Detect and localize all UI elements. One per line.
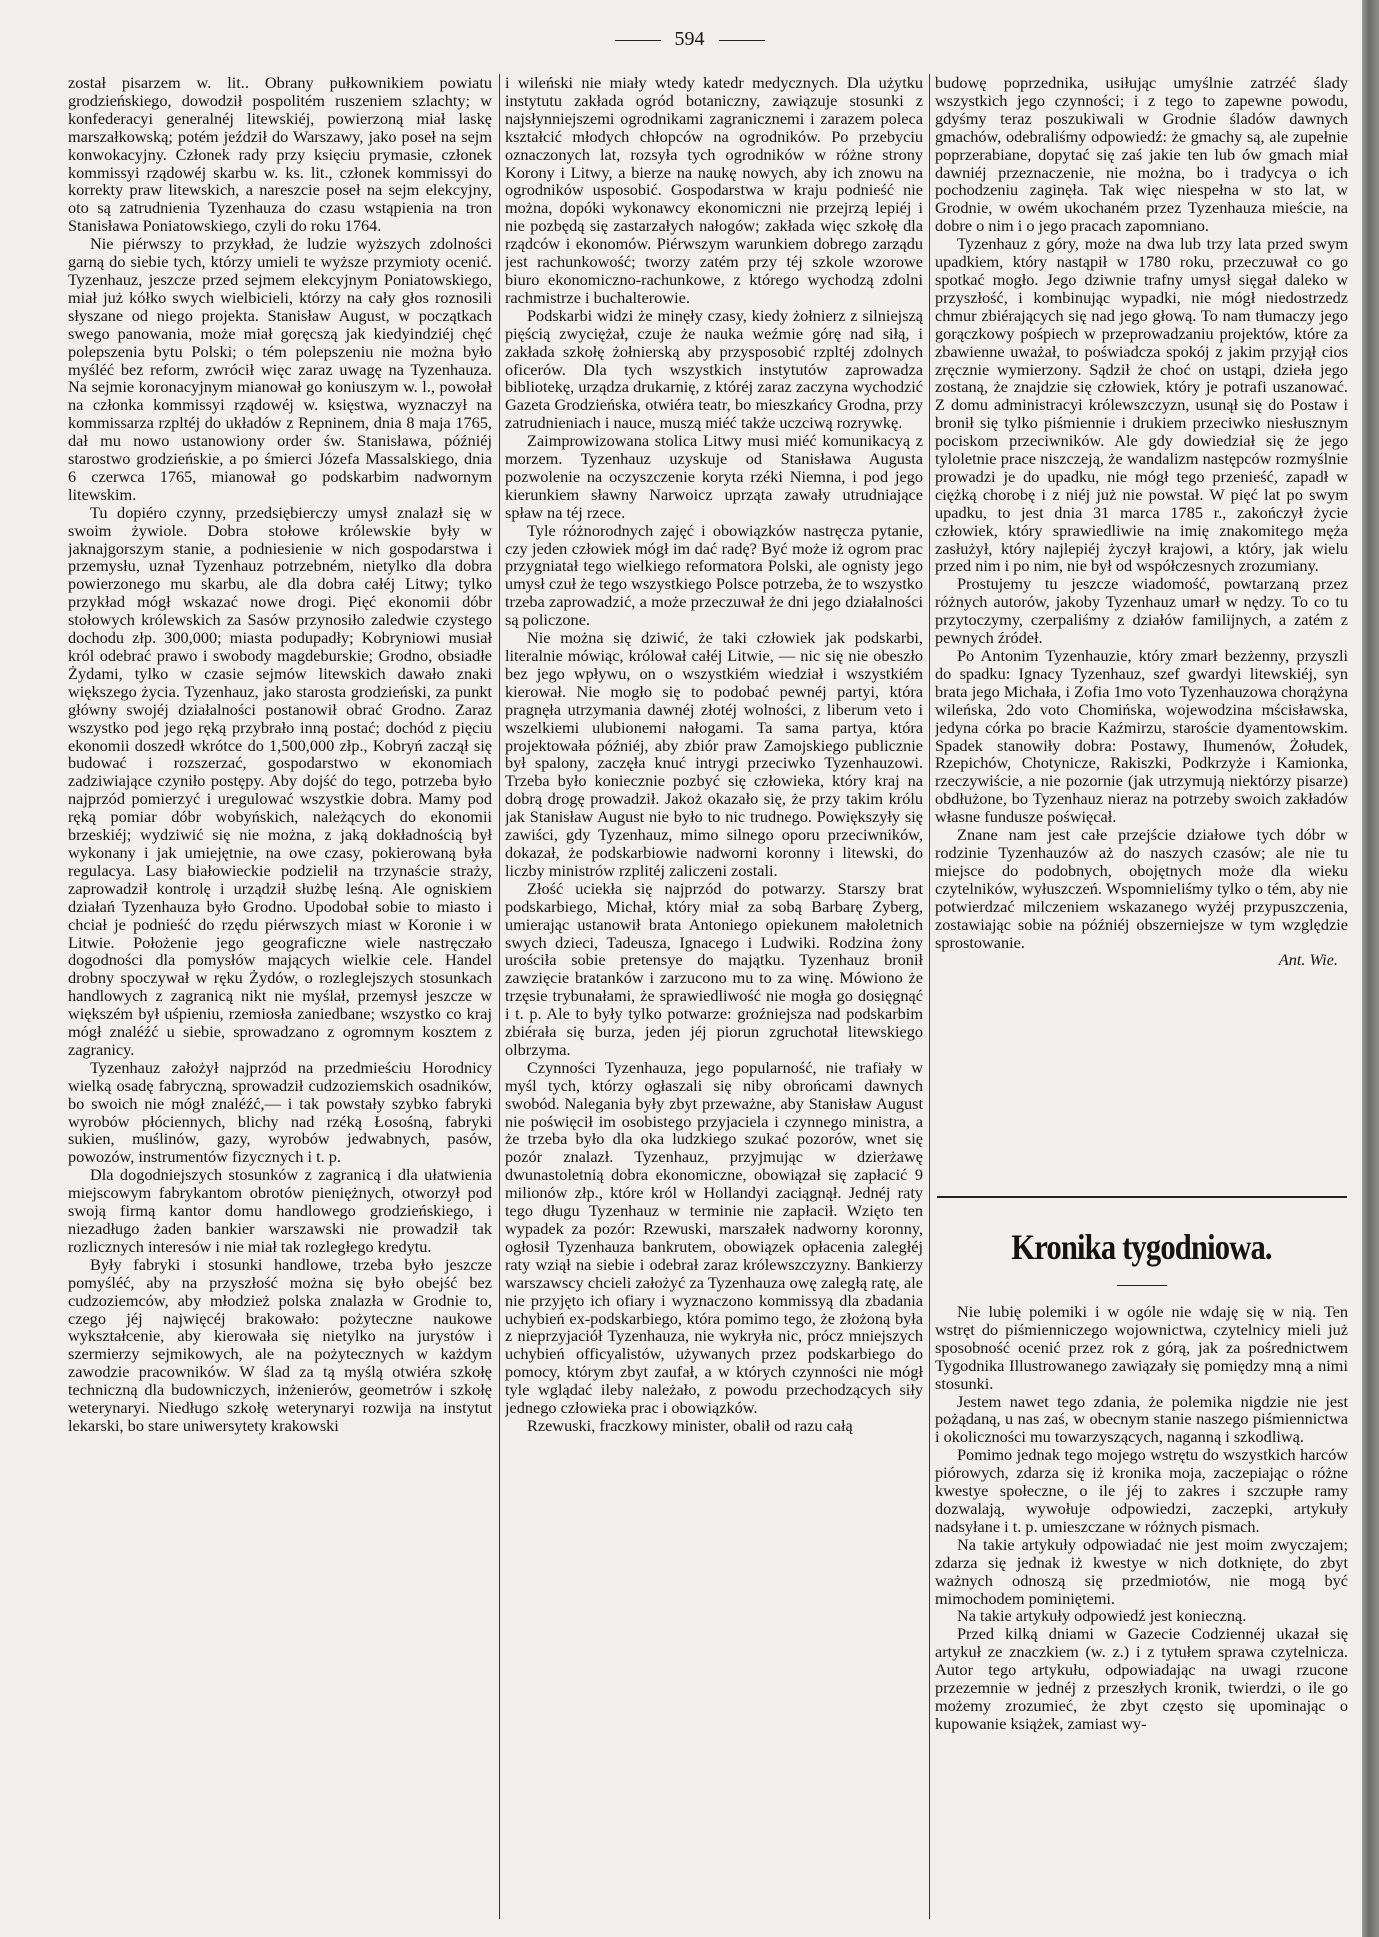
paragraph: Tyzenhauz założył najprzód na przedmieściu Horodnicy wielką osadę fabryczną, sprowadził cudzoziemskich osadników, bo swoich nie mógł znaléźć,— i tak powstały szybko fabryki wyrobów płóciennych, blichy nad rzéką Łosośną, fabryki sukien, muślinów, gazy, wyrobów jedwabnych, pasów, powozów, instrumentów fizycznych i t. p.: [68, 1057, 492, 1167]
paragraph: Nie piérwszy to przykład, że ludzie wyższych zdolności garną do siebie tych, którzy umieli te wyższe przymioty ocenić. Tyzenhauz, jeszcze przed sejmem elekcyjnym Poniatowskiego, miał już kółko swych wielbicieli, którzy na cały głos roznosili słyszane od niego projekta. Stanisław August, w początkach swego panowania, może miał goręcszą jak kiedyindziéj chęć polepszenia bytu Polski; o tém polepszeniu nie można było myśléć bez reform, zwrócił więc zaraz uwagę na Tyzenhauza. Na sejmie koronacyjnym mianował go koniuszym w. l., powołał na członka kommissyi rządowéj w. księstwa, wyznaczył na kommissarza rzpltéj do układów z Repninem, dnia 8 maja 1765, dał mu nowo ustanowiony order św. Stanisława, późniéj starostwo grodzieńskie, a po śmierci Józefa Massalskiego, dnia 6 czerwca 1765, mianował go podskarbim nadwornym litewskim.: [68, 234, 492, 504]
paragraph: Jestem nawet tego zdania, że polemika nigdzie nie jest pożądaną, u nas zaś, w obecnym stanie naszego piśmiennictwa i okoliczności mu towarzyszących, naganną i szkodliwą.: [935, 1391, 1348, 1447]
paragraph: Rzewuski, fraczkowy minister, obalił od razu całą: [527, 1415, 853, 1435]
paragraph: i wileński nie miały wtedy katedr medycznych. Dla użytku instytutu zakłada ogród botaniczny, zawiązuje stosunki z najsłynniejszemi ogrodnikami zagranicznemi i zarazem poleca kształcić młodych chłopców na ogrodników. Po przebyciu oznaczonych lat, rozsyła tych ogrodników w różne strony Korony i Litwy, a bierze na naukę nowych, aby ich znowu na ogrodników usposobić. Gospodarstwa w kraju podnieść nie można, dopóki wykonawcy ekonomiczni nie przejrzą lepiéj i nie pozbędą się zastarzałych nałogów; zakłada więc szkołę dla rządców i ekonomów. Piérwszym warunkiem dobrego zarządu jest rachunkowość; tworzy zatém przy téj szkole wzorowe biuro ekonomiczno-rachunkowe, z którego wychodzą zdolni rachmistrze i buchalterowie.: [505, 74, 923, 307]
page-number: 594: [674, 28, 705, 50]
paragraph: Po Antonim Tyzenhauzie, który zmarł bezżenny, przyszli do spadku: Ignacy Tyzenhauz, szef gwardyi litewskiéj, syn brata jego Michała, i Zofia 1mo voto Tyzenhauzowa chorążyna wileńska, 2do voto Chomińska, wojewodzina mścisławska, jedyna córka po bracie Kaźmirzu, staroście dyamentowskim. Spadek stanowiły dobra: Postawy, Ihumenów, Żołudek, Rzepichów, Chotynicze, Rakiszki, Podkrzyże i Kamionka, rzeczywiście, a nie pozornie (jak utrzymują niektórzy pisarze) obdłużone, bo Tyzenhauz nieraz na potrzeby swoich zakładów własne fundusze poświęcał.: [935, 646, 1348, 827]
author-signature: Ant. Wie.: [1278, 950, 1338, 970]
column-divider: [499, 74, 500, 1919]
column-3-article-end: [935, 74, 1348, 1189]
section-heading: Kronika tygodniowa.: [1011, 1227, 1272, 1267]
paragraph: Dla dogodniejszych stosunków z zagranicą i dla ułatwienia miejscowym fabrykantom obrotów pieniężnych, otworzył pod swoją firmą kantor domu handlowego grodzieńskiego, i niezadługo żaden bankier warszawski nie prowadził tak rozlicznych interesów i nie miał tak rozległego kredytu.: [68, 1165, 492, 1256]
kronika-body: [935, 1303, 1348, 1919]
paragraph: Znane nam jest całe przejście działowe tych dóbr w rodzinie Tyzenhauzów aż do naszych czasów; ale nie tu miejsce do podobnych, obojętnych może dla wieku czytelników, wyłuszczeń. Wspomnieliśmy tylko o tém, aby nie potwierdzać milczeniem wskazanego wyżéj przypuszczenia, zostawiając sobie na późniéj obszerniejsze w tym względzie sprostowanie.: [935, 825, 1348, 952]
header-dash-left: [615, 40, 661, 41]
paragraph: Czynności Tyzenhauza, jego popularność, nie trafiały w myśl tych, którzy ogłaszali się niby obrońcami dawnych swobód. Nalegania były zbyt przeważne, aby Stanisław August nie poświęcił im osobistego przyjaciela i czynnego ministra, a że trzeba było dla oka ludzkiego szukać pozorów, wnet się pozór znalazł. Tyzenhauz, przyjmując w dzierżawę dwunastoletnią dobra ekonomiczne, obowiązał się zapłacić 9 milionów złp., które król w Hollandyi zaciągnął. Jednéj raty tego długu Tyzenhauz w terminie nie zapłacił. Wzięto ten wypadek za pozór: Rzewuski, marszałek nadworny koronny, ogłosił Tyzenhauza bankrutem, obowiązek opłacenia zaległéj raty wziął na siebie i odebrał zaraz królewszczyzny. Bankierzy warszawscy chcieli założyć za Tyzenhauza owę zaległą ratę, ale nie przyjęto ich ofiary i wyznaczono kommissyą dla zbadania uchybień ex-podskarbiego, która pomimo tego, że złożoną była z nieprzyjaciół Tyzenhauza, nie wykryła nic, prócz mniejszych uchybień officyalistów, używanych przez podskarbiego do pomocy, którym zbyt zaufał, a w których czynności nie mógł tyle wglądać ileby należało, z powodu przechodzących siły jednego człowieka prac i obowiązków.: [505, 1057, 923, 1418]
scan-edge: [1362, 0, 1379, 1937]
section-rule: [937, 1196, 1347, 1198]
paragraph: Na takie artykuły odpowiedź jest konieczną.: [957, 1606, 1247, 1626]
paragraph: Tyle różnorodnych zajęć i obowiązków nastręcza pytanie, czy jeden człowiek mógł im dać radę? Być może iż ogrom prac przygniatał tego wielkiego reformatora Polski, ale ognisty jego umysł czuł że tego wszystkiego Polsce potrzeba, że to wszystko trzeba zaprowadzić, a może przeczuwał że dni jego działalności są policzone.: [505, 520, 923, 630]
paragraph: Podskarbi widzi że minęły czasy, kiedy żołnierz z silniejszą pięścią zwyciężał, czuje że nauka weźmie górę nad siłą, i zakłada szkołę żołnierską aby przysposobić rzpltéj zdolnych oficerów. Dla tych wszystkich instytutów zaprowadza bibliotekę, urządza drukarnię, z któréj zaraz zaczyna wychodzić Gazeta Grodzieńska, otwiéra teatr, bo mieszkańcy Grodna, przy zatrudnieniach i nauce, muszą miéć także uczciwą rozrywkę.: [505, 305, 923, 433]
header-dash-right: [719, 40, 765, 41]
column-divider: [929, 74, 930, 1919]
paragraph: został pisarzem w. lit.. Obrany pułkownikiem powiatu grodzieńskiego, dowodził pospolitém ruszeniem szlachty; w konfederacyi generalnéj litewskiéj, powierzoną miał laskę marszałkowską; potém jeździł do Warszawy, jako poseł na sejm konwokacyjny. Członek rady przy księciu prymasie, członek kommissyi rządowéj skarbu w. ks. lit., członek kommissyi do korrekty praw litewskich, a nareszcie poseł na sejm elekcyjny, oto są zatrudnienia Tyzenhauza do czasu wstąpienia na tron Stanisława Poniatowskiego, czyli do roku 1764.: [68, 74, 492, 236]
paragraph: Nie można się dziwić, że taki człowiek jak podskarbi, literalnie mówiąc, królował całéj Litwie, — nic się nie obeszło bez jego wpływu, on o wszystkiém wiedział i wszystkiém kierował. Nie mogło się to podobać pewnéj partyi, która pragnęła utrzymania dawnéj złotéj wolności, z liberum veto i wszelkiemi ulubionemi nałogami. Ta sama partya, która projektowała późniéj, aby zbiór praw Zamojskiego publicznie był spalony, zaczęła knuć intrygi przeciwko Tyzenhauzowi. Trzeba było koniecznie pozbyć się człowieka, który kraj na dobrą drogę prowadził. Jakoż okazało się, że przy takim królu jak Stanisław August nie było to nic trudnego. Powiększyły się zawiści, gdy Tyzenhauz, mimo silnego oporu przeciwników, dokazał, że podskarbiowie nadworni koronny i litewski, do liczby ministrów rzplitéj zaliczeni zostali.: [505, 628, 923, 880]
paragraph: Prostujemy tu jeszcze wiadomość, powtarzaną przez różnych autorów, jakoby Tyzenhauz umarł w nędzy. To co tu przytoczymy, czerpaliśmy z działów familijnych, a zatém z pewnych źródeł.: [935, 574, 1348, 648]
heading-underline: [1117, 1285, 1167, 1286]
paragraph: Były fabryki i stosunki handlowe, trzeba było jeszcze pomyśléć, aby na przyszłość można się było obejść bez cudzoziemców, aby młodzież polska znalazła w Grodnie to, czego jéj najwięcéj brakowało: pożyteczne naukowe wykształcenie, aby kierowała się nietylko na jurystów i szermierzy sejmikowych, ale na pożytecznych w każdym zawodzie pracowników. W ślad za tą myślą otwiéra szkołę techniczną dla budowniczych, inżenierów, geometrów i szkołę weterynaryi. Niedługo szkołę weterynaryi rozwija na instytut lekarski, bo stare uniwersytety krakowski: [68, 1254, 492, 1435]
paragraph: Nie lubię polemiki i w ogóle nie wdaję się w nią. Ten wstręt do piśmienniczego wojownictwa, czytelnicy mieli już sposobność ocenić przez rok z górą, jak za pośrednictwem Tygodnika Illustrowanego zawiązały się pomiędzy mną a nimi stosunki.: [935, 1303, 1348, 1393]
paragraph: Złość uciekła się najprzód do potwarzy. Starszy brat podskarbiego, Michał, który miał za sobą Barbarę Zyberg, umierając ustanowił brata Antoniego opiekunem małoletnich swych dzieci, Tadeusza, Ignacego i Ludwiki. Rodzina żony urościła sobie pretensye do majątku. Tyzenhauz bronił zawzięcie bratanków i zarzucono mu to za winę. Mówiono że trzęsie trybunałami, że sprawiedliwość nie mogła go dosięgnąć i t. p. Ale to były tylko potwarze: groźniejsza nad podskarbim zbiérała się burza, jeden jéj piorun zgruchotał litewskiego olbrzyma.: [505, 878, 923, 1059]
paragraph: Na takie artykuły odpowiadać nie jest moim zwyczajem; zdarza się jednak iż kwestye w nich dotknięte, do zbyt ważnych odnoszą się przedmiotów, nie mogą być mimochodem pominiętemi.: [935, 1534, 1348, 1608]
paragraph: budowę poprzednika, usiłując umyślnie zatrzéć ślady wszystkich jego czynności; i z tego to zapewne powodu, gdyśmy teraz poszukiwali w Grodnie śladów dawnych gmachów, odebraliśmy odpowiedź: że gmachy są, ale zupełnie poprzerabiane, dopytać się zaś jakie ten lub ów gmach miał dawniéj przeznaczenie, nie można, bo i tradycya o ich pochodzeniu zaginęła. Tak więc niespełna w sto lat, w Grodnie, w owém ukochaném przez Tyzenhauza mieście, na dobre o nim i o jego pracach zapomniano.: [935, 74, 1348, 236]
paragraph: Tyzenhauz z góry, może na dwa lub trzy lata przed swym upadkiem, który nastąpił w 1780 roku, przeczuwał co go spotkać mogło. Jego dziwnie trafny umysł sięgał daleko w przyszłość, i kombinując wypadki, nie mógł niedostrzedz chmur zbiérających się nad jego głową. To nam tłumaczy jego gorączkowy pośpiech w przeprowadzaniu projektów, które za zbawienne uważał, to poświadcza spokój z jakim przyjął cios zręcznie wymierzony. Sądził że choć on ustąpi, dzieła jego zostaną, że znajdzie się człowiek, który je potrafi uszanować. Z domu administracyi królewszczyzn, usunął się do Postaw i bronił się tylko piśmiennie i drukiem przeciwko niesłusznym pociskom przeciwników. Ale gdy dowiedział się że jego tyloletnie prace niszczeją, że wandalizm następców rozmyślnie prowadzi je do upadku, nie mógł tego przenieść, zapadł w ciężką chorobę i z niéj już nie powstał. W pięć lat po swym upadku, to jest dnia 31 marca 1785 r., zakończył życie człowiek, który sprawiedliwie na imię znakomitego męża zasłużył, który najlepiéj życzył krajowi, a który, jak wielu przed nim i po nim, nie był od współczesnych zrozumiany.: [935, 234, 1348, 576]
paragraph: Tu dopiéro czynny, przedsiębierczy umysł znalazł się w swoim żywiole. Dobra stołowe królewskie były w jaknajgorszym stanie, a podniesienie w nich gospodarstwa i przemysłu, uznał Tyzenhauz potrzebném, nietylko dla dobra powierzonego mu skarbu, ale dla dobra całéj Litwy; tylko przykład mógł wskazać nowe drogi. Pięć ekonomii dóbr stołowych królewskich za Sasów przynosiło zaledwie czystego dochodu złp. 300,000; miasta podupadły; Kobryniowi musiał król odebrać prawo i swobody magdeburskie; Grodno, obsiadłe Żydami, tylko w czasie sejmów litewskich dawało znaki większego życia. Tyzenhauz, jako starosta grodzieński, za punkt główny swojéj działalności postanowił obrać Grodno. Zaraz wszystko pod jego ręką przybrało inną postać; dochód z pięciu ekonomii doszedł wkrótce do 1,500,000 złp., Kobryń zaczął się budować i rozszerzać, gospodarstwo w ekonomiach zadziwiające czyniło postępy. Aby dojść do tego, potrzeba było najprzód pomierzyć i uregulować wszystkie dobra. Mamy pod ręką pomiar dóbr wobyńskich, należących do ekonomii brzeskiéj; wydziwić się nie można, z jaką dokładnością był wykonany i jak umiejętnie, na owe czasy, pokierowaną była regulacya. Lasy białowieckie podzielił na trzynaście straży, zaprowadził kontrolę i urządził służbę leśną. Ale ogniskiem działań Tyzenhauza było Grodno. Upodobał sobie to miasto i chciał je podnieść do rzędu piérwszych miast w Koronie i w Litwie. Położenie jego geograficzne wiele nastręczało dogodności dla pomysłów mających wielkie cele. Handel drobny spoczywał w ręku Żydów, o rozleglejszych stosunkach handlowych z zagranicą nikt nie myślał, przemysł jeszcze w większém był uśpieniu, rzemiosła zaniedbane; wszystko co kraj mógł znaléźć u siebie, sprowadzano z ogromnym kosztem z zagranicy.: [68, 502, 492, 1059]
paragraph: Pomimo jednak tego mojego wstrętu do wszystkich harców piórowych, zdarza się iż kronika moja, zaczepiając o różne kwestye społeczne, o ile jéj to zakres i szczupłe ramy dozwalają, wywołuje odpowiedzi, zaczepki, artykuły nadsyłane i t. p. umieszczane w różnych pismach.: [935, 1445, 1348, 1536]
page-header: [0, 28, 1379, 51]
paragraph: Przed kilką dniami w Gazecie Codziennéj ukazał się artykuł ze znaczkiem (w. z.) i z tytułem sprawa czytelnicza. Autor tego artykułu, odpowiadając na uwagi rzucone przezemnie w jednéj z przeszłych kronik, twierdzi, o ile go możemy zrozumieć, że zbyt często się upominając o kupowanie książek, zamiast wy-: [935, 1624, 1348, 1733]
column-1: [68, 74, 492, 1919]
paragraph: Zaimprowizowana stolica Litwy musi miéć komunikacyą z morzem. Tyzenhauz uzyskuje od Stanisława Augusta pozwolenie na oczyszczenie koryta rzéki Niemna, i pod jego kierunkiem sławny Narwoicz uprząta zawały utrudniające spław na téj rzece.: [505, 431, 923, 522]
column-2: [505, 74, 923, 1919]
